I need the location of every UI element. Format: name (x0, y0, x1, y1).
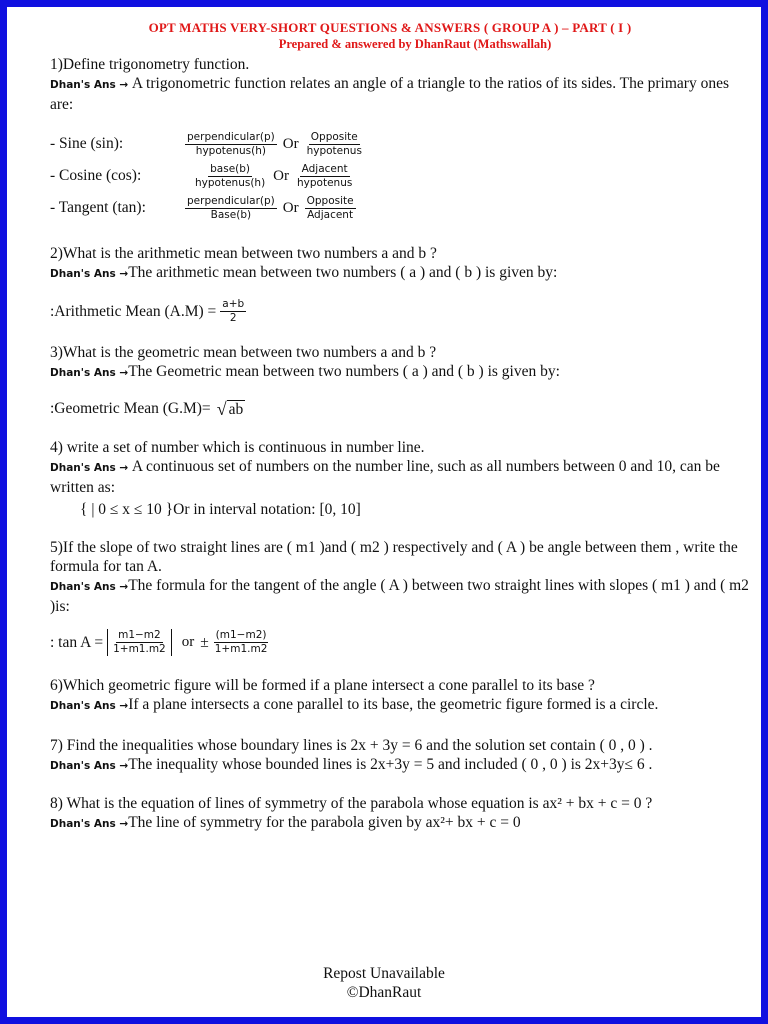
trig-name: - Tangent (tan): (50, 199, 146, 216)
fraction (220, 298, 246, 325)
question-block-5 (50, 538, 750, 656)
answer-8-text: The line of symmetry for the parabola given by ax²+ bx + c = 0 (128, 814, 521, 831)
fraction (111, 629, 168, 656)
question-2: 2)What is the arithmetic mean between two numbers a and b ? (50, 245, 437, 262)
answer-1: Dhan's Ans → A trigonometric function relates an angle of a triangle to the ratios of its sides. The primary ones are: (50, 75, 730, 113)
trig-row-tangent (50, 192, 750, 224)
geometric-mean-formula (50, 400, 750, 418)
or-text: Or (282, 135, 299, 152)
fraction (305, 131, 364, 158)
repost-notice: Repost Unavailable (323, 965, 445, 982)
denominator: 1+m1.m2 (214, 643, 268, 655)
answer-5: Dhan's Ans →The formula for the tangent of the angle ( A ) between two straight lines with slopes ( m1 ) and ( m2 )is: (50, 577, 749, 615)
question-8: 8) What is the equation of lines of symmetry of the parabola whose equation is ax² + bx + c = 0 ? (50, 795, 653, 812)
answer-label: Dhan's Ans (50, 700, 116, 712)
answer-4: Dhan's Ans → A continuous set of numbers on the number line, such as all numbers between 0 and 10, can be written as: (50, 458, 720, 496)
formula-lhs: : tan A = (50, 633, 104, 651)
answer-label: Dhan's Ans (50, 367, 116, 379)
square-root (217, 400, 246, 418)
answer-label: Dhan's Ans (50, 818, 116, 830)
document-body (50, 20, 750, 834)
numerator: a+b (222, 298, 245, 310)
question-3: 3)What is the geometric mean between two numbers a and b ? (50, 344, 437, 361)
numerator: perpendicular(p) (187, 194, 275, 207)
numerator: Adjacent (301, 162, 348, 175)
answer-7-text: The inequality whose bounded lines is 2x+3y = 5 and included ( 0 , 0 ) is 2x+3y≤ 6 . (128, 756, 653, 773)
answer-2: Dhan's Ans →The arithmetic mean between two numbers ( a ) and ( b ) is given by: (50, 264, 558, 281)
question-4: 4) write a set of number which is continuous in number line. (50, 439, 425, 456)
denominator: hypotenus(h) (195, 176, 266, 189)
plus-minus: ± (200, 633, 209, 651)
fraction (305, 195, 356, 222)
denominator: 2 (229, 312, 237, 324)
document-title: OPT MATHS VERY-SHORT QUESTIONS & ANSWERS ( GROUP A ) – PART ( I ) (148, 20, 632, 35)
answer-label: Dhan's Ans (50, 462, 116, 474)
denominator: 1+m1.m2 (113, 643, 166, 655)
answer-8: Dhan's Ans →The line of symmetry for the parabola given by ax²+ bx + c = 0 (50, 814, 521, 831)
radicand: ab (228, 401, 244, 418)
question-block-4 (50, 438, 750, 519)
denominator: hypotenus(h) (195, 144, 266, 157)
footer (0, 964, 768, 1002)
answer-label: Dhan's Ans (50, 581, 116, 593)
question-block-7 (50, 736, 750, 776)
answer-6-text: If a plane intersects a cone parallel to its base, the geometric figure formed is a circle. (128, 696, 659, 713)
trig-name: - Sine (sin): (50, 135, 124, 152)
copyright: ©DhanRaut (346, 984, 422, 1001)
numerator: Opposite (306, 194, 354, 207)
answer-label: Dhan's Ans (50, 760, 116, 772)
numerator: m1−m2 (118, 629, 161, 641)
denominator: Base(b) (210, 208, 252, 221)
or-text: Or (273, 167, 289, 184)
numerator: (m1−m2) (215, 629, 267, 641)
arithmetic-mean-formula (50, 298, 750, 325)
trig-name: - Cosine (cos): (50, 167, 142, 184)
question-5: 5)If the slope of two straight lines are ( m1 )and ( m2 ) respectively and ( A ) be angle between them , write the formula for tan A. (50, 539, 738, 575)
absolute-value (107, 629, 172, 656)
answer-5-text: The formula for the tangent of the angle ( A ) between two straight lines with slopes ( m1 ) and ( m2 )is: (50, 577, 749, 615)
answer-6: Dhan's Ans →If a plane intersects a cone parallel to its base, the geometric figure formed is a circle. (50, 696, 659, 713)
answer-3-text: The Geometric mean between two numbers ( a ) and ( b ) is given by: (128, 363, 560, 380)
numerator: perpendicular(p) (187, 130, 275, 143)
question-7: 7) Find the inequalities whose boundary lines is 2x + 3y = 6 and the solution set contain ( 0 , 0 ) . (50, 737, 653, 754)
answer-1-text: A trigonometric function relates an angle of a triangle to the ratios of its sides. The primary ones are: (50, 75, 730, 113)
fraction (213, 629, 270, 656)
answer-4-text: A continuous set of numbers on the number line, such as all numbers between 0 and 10, can be written as: (50, 458, 720, 496)
numerator: base(b) (210, 162, 251, 175)
trig-row-sine (50, 128, 750, 160)
or-text: Or (282, 199, 299, 216)
question-block-1 (50, 55, 750, 224)
document-subtitle: Prepared & answered by DhanRaut (Mathswallah) (278, 37, 552, 51)
question-block-8 (50, 794, 750, 834)
answer-label: Dhan's Ans (50, 268, 116, 280)
question-block-6 (50, 676, 750, 716)
formula-lhs: :Geometric Mean (G.M)= (50, 400, 211, 417)
answer-label: Dhan's Ans (50, 79, 116, 91)
fraction (185, 131, 277, 158)
question-block-3 (50, 343, 750, 418)
or-text: or (181, 634, 195, 650)
trig-row-cosine (50, 160, 750, 192)
set-notation: { | 0 ≤ x ≤ 10 }Or in interval notation: [0, 10] (80, 501, 361, 518)
denominator: Adjacent (307, 208, 354, 221)
fraction (193, 163, 267, 190)
answer-7: Dhan's Ans →The inequality whose bounded lines is 2x+3y = 5 and included ( 0 , 0 ) is 2x+3y≤ 6 . (50, 756, 653, 773)
denominator: hypotenus (297, 176, 353, 189)
question-1: 1)Define trigonometry function. (50, 56, 250, 73)
answer-2-text: The arithmetic mean between two numbers ( a ) and ( b ) is given by: (128, 264, 558, 281)
numerator: Opposite (310, 130, 358, 143)
fraction (185, 195, 277, 222)
denominator: hypotenus (306, 144, 362, 157)
fraction (295, 163, 354, 190)
formula-lhs: :Arithmetic Mean (A.M) = (50, 302, 217, 320)
tan-a-formula (50, 629, 750, 656)
question-block-2 (50, 244, 750, 325)
radical-sign: √ (216, 399, 227, 419)
answer-3: Dhan's Ans →The Geometric mean between two numbers ( a ) and ( b ) is given by: (50, 363, 560, 380)
question-6: 6)Which geometric figure will be formed if a plane intersect a cone parallel to its base ? (50, 677, 595, 694)
